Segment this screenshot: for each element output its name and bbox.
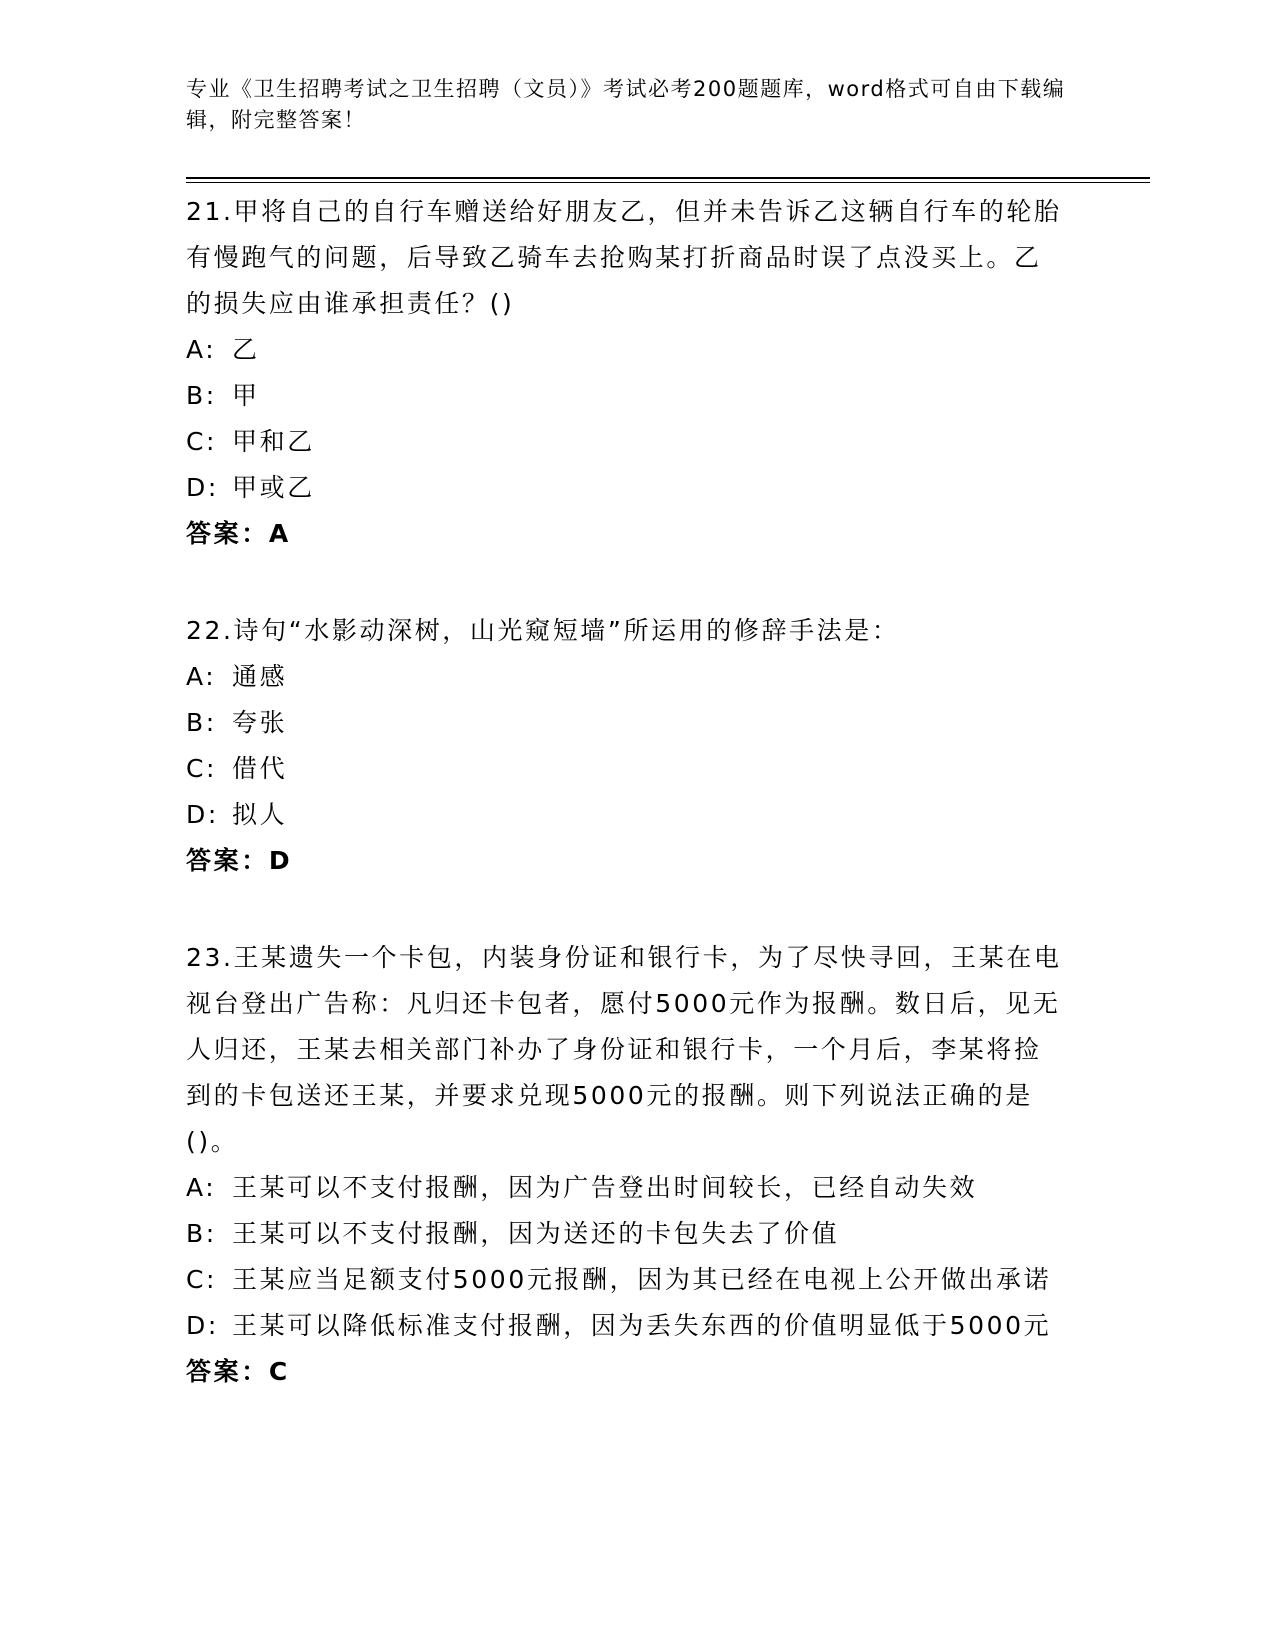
- option-b: [186, 700, 1066, 746]
- option-text: 乙: [232, 335, 260, 364]
- answer-label: 答案：: [186, 1357, 269, 1386]
- option-c: [186, 746, 1066, 792]
- answer-label: 答案：: [186, 519, 269, 548]
- option-text: 夸张: [232, 708, 288, 737]
- question-21: [186, 189, 1066, 557]
- header-divider: [186, 177, 1150, 183]
- answer-line: [186, 1349, 1066, 1395]
- option-key: D:: [186, 800, 219, 829]
- answer-value: D: [268, 846, 293, 875]
- option-key: D:: [186, 1311, 219, 1340]
- option-d: [186, 1303, 1066, 1349]
- option-text: 王某可以不支付报酬，因为广告登出时间较长，已经自动失效: [232, 1173, 978, 1202]
- option-key: A:: [186, 1173, 217, 1202]
- option-text: 甲和乙: [232, 427, 315, 456]
- question-23: [186, 935, 1066, 1395]
- option-key: B:: [186, 1219, 217, 1248]
- option-c: [186, 419, 1066, 465]
- option-d: [186, 465, 1066, 511]
- answer-line: [186, 838, 1066, 884]
- document-header: 专业《卫生招聘考试之卫生招聘（文员）》考试必考200题题库，word格式可自由下载编辑，附完整答案！: [186, 77, 1066, 132]
- option-key: B:: [186, 708, 217, 737]
- option-text: 甲: [232, 381, 260, 410]
- option-text: 借代: [232, 754, 288, 783]
- option-text: 王某可以降低标准支付报酬，因为丢失东西的价值明显低于5000元: [232, 1311, 1052, 1340]
- option-text: 通感: [232, 662, 288, 691]
- option-d: [186, 792, 1066, 838]
- option-c: [186, 1257, 1066, 1303]
- option-a: [186, 654, 1066, 700]
- answer-label: 答案：: [186, 846, 269, 875]
- option-key: C:: [186, 1265, 218, 1294]
- option-text: 王某可以不支付报酬，因为送还的卡包失去了价值: [232, 1219, 840, 1248]
- option-key: C:: [186, 754, 218, 783]
- option-text: 甲或乙: [232, 473, 315, 502]
- option-key: A:: [186, 662, 217, 691]
- answer-line: [186, 511, 1066, 557]
- option-text: 拟人: [232, 800, 288, 829]
- question-stem: 22.诗句“水影动深树，山光窥短墙”所运用的修辞手法是：: [186, 616, 900, 645]
- option-text: 王某应当足额支付5000元报酬，因为其已经在电视上公开做出承诺: [232, 1265, 1052, 1294]
- question-stem: 23.王某遗失一个卡包，内装身份证和银行卡，为了尽快寻回，王某在电视台登出广告称：凡归还卡包者，愿付5000元作为报酬。数日后，见无人归还，王某去相关部门补办了身份证和银行卡，一个月后，李某将捡到的卡包送还王某，并要求兑现5000元的报酬。则下列说法正确的是()。: [186, 943, 1062, 1156]
- answer-value: A: [268, 519, 291, 548]
- option-b: [186, 1211, 1066, 1257]
- option-a: [186, 1165, 1066, 1211]
- question-list: [186, 189, 1066, 1446]
- option-key: C:: [186, 427, 218, 456]
- question-stem: 21.甲将自己的自行车赠送给好朋友乙，但并未告诉乙这辆自行车的轮胎有慢跑气的问题，后导致乙骑车去抢购某打折商品时误了点没买上。乙的损失应由谁承担责任？(): [186, 197, 1062, 318]
- option-a: [186, 327, 1066, 373]
- option-key: B:: [186, 381, 217, 410]
- option-b: [186, 373, 1066, 419]
- option-key: A:: [186, 335, 217, 364]
- answer-value: C: [268, 1357, 290, 1386]
- question-22: [186, 608, 1066, 884]
- option-key: D:: [186, 473, 219, 502]
